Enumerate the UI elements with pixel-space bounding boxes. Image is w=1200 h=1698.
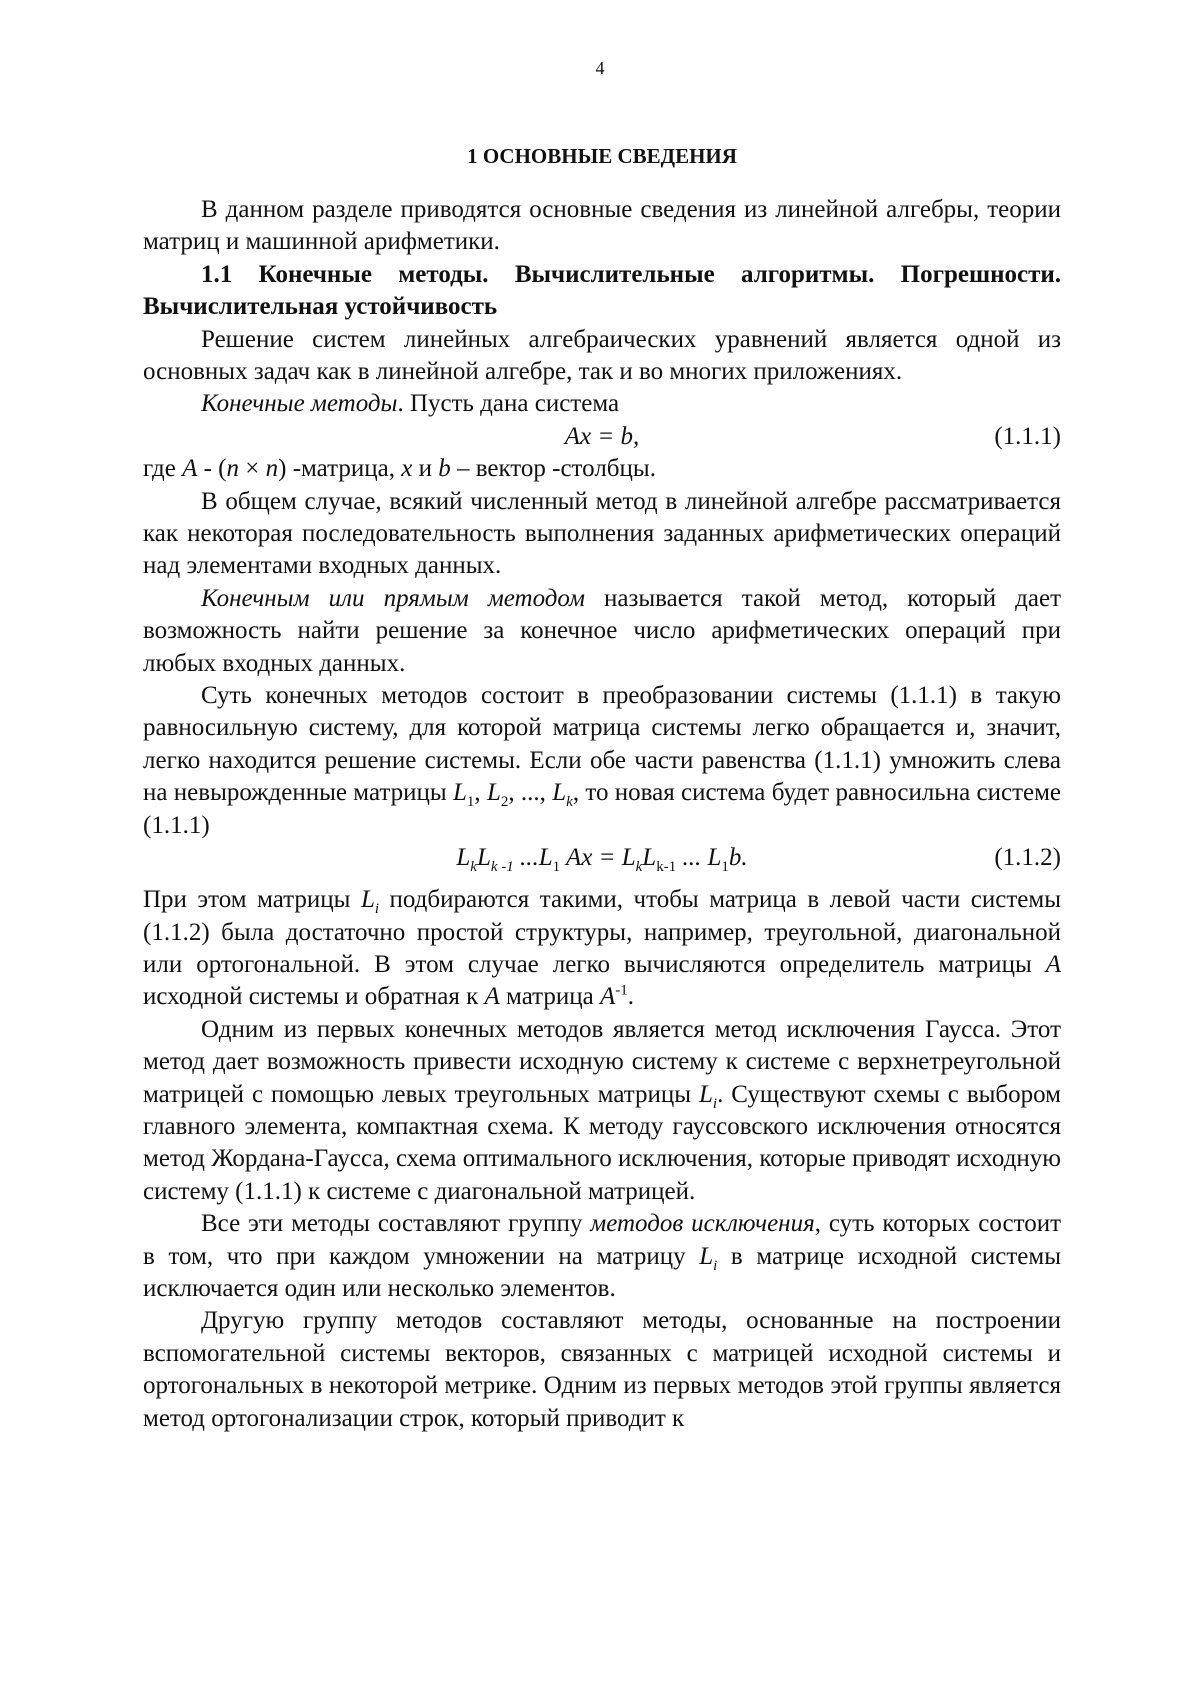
subscript: k-1 <box>656 859 677 876</box>
var-A: A <box>484 983 500 1011</box>
subscript: i <box>712 1095 718 1112</box>
separator: , <box>474 779 487 807</box>
equation-1-1-1 <box>143 421 1061 453</box>
where-text: и <box>412 455 439 483</box>
section-title: 1.1 Конечные методы. Вычислительные алгоритмы. Погрешности. Вычислительная устойчивость <box>143 260 1061 321</box>
var-n: n <box>265 455 279 483</box>
var-L: L <box>699 1080 713 1108</box>
superscript: -1 <box>615 983 628 999</box>
page-number: 4 <box>595 58 605 78</box>
where-text: – вектор -столбцы. <box>450 455 656 483</box>
paragraph-5-text: Суть конечных методов состоит в преобразовании системы (1.1.1) в такую равносильную систему, для которой матрица системы легко обращается и, значит, легко находится решение системы. Если обе части равенства (1.1.1) умножить слева на невырожденные матрицы <box>143 682 1061 807</box>
var-L: L <box>707 844 722 872</box>
where-text: ) -матрица, <box>278 455 402 483</box>
paragraph-9: Другую группу методов составляют методы, основанные на построении вспомогательной системы векторов, связанных с матрицей исходной системы и ортогональных в некоторой метрике. Одним из первых методов этой группы является метод ортогонализации строк, который приводит к <box>143 1307 1061 1432</box>
equation-2-text: Ax = <box>560 844 622 872</box>
subscript: 2 <box>500 794 509 811</box>
paragraph-3: В общем случае, всякий численный метод в линейной алгебре рассматривается как некоторая последовательность выполнения заданных арифметических операций над элементами входных данных. <box>143 487 1061 580</box>
var-b: b <box>438 455 451 483</box>
paragraph-7-text: Одним из первых конечных методов является метод исключения Гаусса. Этот метод дает возможность привести исходную систему к системе с верхнетреугольной матрицей с помощью левых треугольных матрицы <box>143 1015 1061 1108</box>
paragraph-7 <box>143 1014 1061 1208</box>
var-L: L <box>486 779 501 807</box>
where-line <box>143 453 1061 485</box>
var-A: A <box>1045 950 1061 978</box>
equation-2-body <box>456 842 747 874</box>
intro-paragraph: В данном разделе приводятся основные сведения из линейной алгебры, теории матриц и машинной арифметики. <box>143 196 1061 256</box>
paragraph-6-text: матрица <box>499 983 600 1011</box>
var-L: L <box>699 1242 714 1270</box>
equation-2-number: (1.1.2) <box>994 844 1061 872</box>
paragraph-1: Решение систем линейных алгебраических уравнений является одной из основных задач как в линейной алгебре, так и во многих приложениях. <box>143 325 1061 386</box>
subscript: 1 <box>552 859 561 876</box>
where-text: - ( <box>197 455 227 483</box>
subscript: k <box>470 859 477 876</box>
subscript: k <box>635 859 643 876</box>
paragraph-2-text: . Пусть дана система <box>397 390 620 418</box>
var-L: L <box>456 844 471 872</box>
term-direct-method: Конечным или прямым методом <box>201 584 585 612</box>
paragraph-5-end: , то новая система будет равносильна системе (1.1.1) <box>143 779 1062 839</box>
subscript: i <box>374 901 380 918</box>
page-content <box>143 140 1061 1435</box>
equation-1-1-2 <box>143 842 1061 884</box>
paragraph-7-text: . Существуют схемы с выбором главного элемента, компактная схема. К методу гауссовского исключения относятся метод Жордана-Гаусса, схема оптимального исключения, которые приводят исходную систему (1.1.1) к системе с диагональной матрицей. <box>143 1080 1061 1205</box>
paragraph-8 <box>143 1208 1061 1305</box>
var-L: L <box>538 844 553 872</box>
paragraph-2 <box>143 388 1061 420</box>
term-elimination-methods: методов исключения <box>590 1210 815 1238</box>
var-A: A <box>599 983 616 1011</box>
where-text: где <box>143 455 183 483</box>
var-L: L <box>453 779 467 807</box>
subscript: 1 <box>466 794 475 811</box>
subscript: k <box>566 794 573 811</box>
var-A: A <box>182 455 198 483</box>
equation-1-body: Ax = b, <box>564 422 640 450</box>
times-sign: × <box>239 455 266 483</box>
dots: ... <box>676 844 708 872</box>
paragraph-6-end: . <box>627 983 635 1011</box>
subscript: i <box>713 1257 718 1274</box>
paragraph-4 <box>143 583 1061 680</box>
var-L: L <box>642 844 657 872</box>
paragraph-8-text: Все эти методы составляют группу <box>201 1210 591 1238</box>
var-L: L <box>476 844 491 872</box>
paragraph-8-text: в матрице исходной системы исключается один или несколько элементов. <box>143 1242 1061 1302</box>
var-L: L <box>621 844 636 872</box>
chapter-title: 1 ОСНОВНЫЕ СВЕДЕНИЯ <box>467 144 737 168</box>
paragraph-4-text: называется такой метод, который дает возможность найти решение за конечное число арифметических операций при любых входных данных. <box>143 584 1061 677</box>
paragraph-5 <box>143 680 1061 842</box>
term-finite-methods: Конечные методы <box>201 390 398 418</box>
equation-1-number: (1.1.1) <box>994 422 1061 450</box>
dots: ... <box>513 844 539 872</box>
paragraph-6-text: подбираются такими, чтобы матрица в левой части системы (1.1.2) была достаточно простой структуры, например, треугольной, диагональной или ортогональной. В этом случае легко вычисляются определитель матрицы <box>143 886 1061 978</box>
paragraph-6-text: исходной системы и обратная к <box>143 983 485 1011</box>
paragraph-6 <box>143 884 1061 1014</box>
subscript: k -1 <box>490 859 514 876</box>
var-b: b. <box>728 844 748 872</box>
separator: , ..., <box>508 779 553 807</box>
paragraph-8-text: , суть которых состоит в том, что при каждом умножении на матрицу <box>143 1210 1062 1270</box>
var-L: L <box>552 779 567 807</box>
var-L: L <box>360 886 375 914</box>
paragraph-6-text: При этом матрицы <box>143 886 361 914</box>
var-n: n <box>226 455 240 483</box>
subscript: 1 <box>721 859 729 876</box>
var-x: x <box>401 455 413 483</box>
